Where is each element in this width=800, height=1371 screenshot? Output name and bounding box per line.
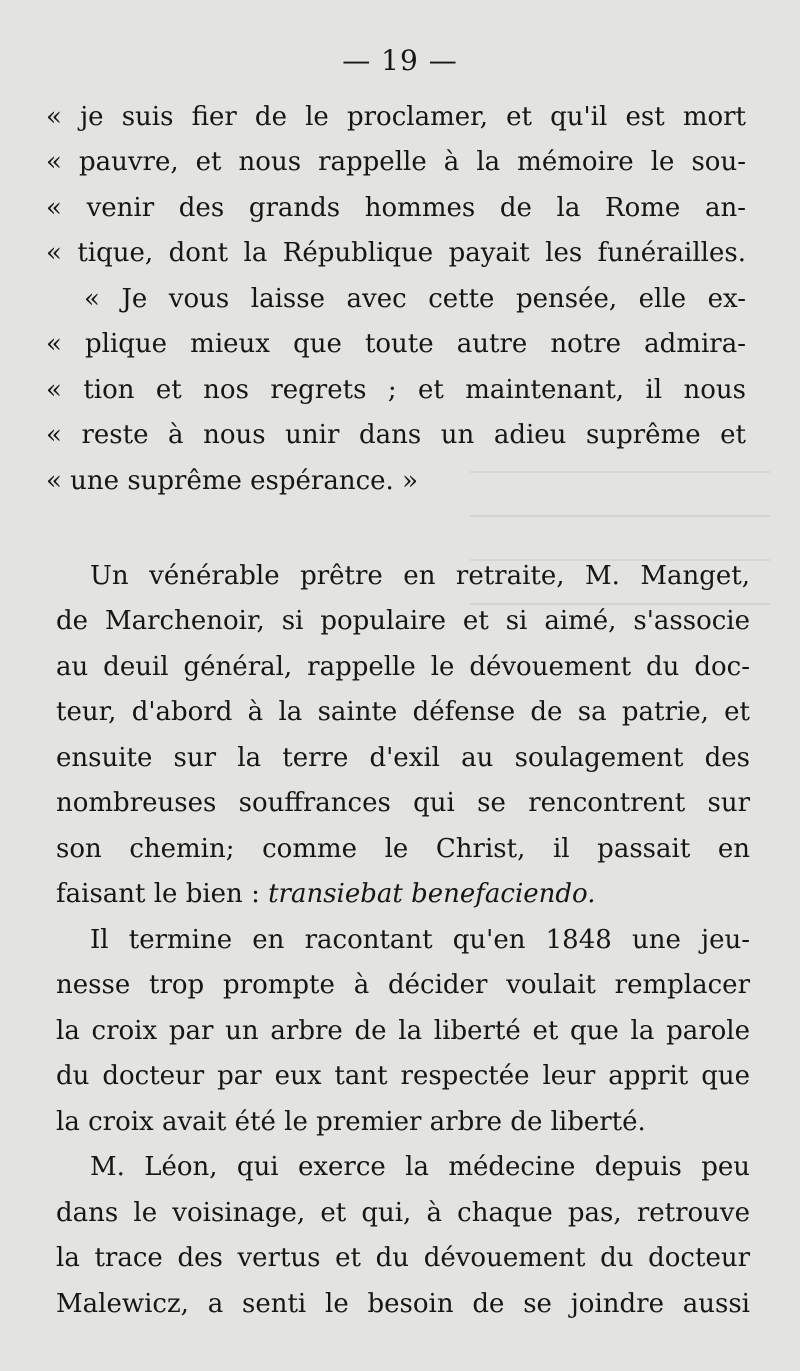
latin-quote: transiebat benefaciendo. — [268, 879, 596, 909]
text-line: de Marchenoir, si populaire et si aimé, s'associe — [56, 606, 750, 636]
text-line: la croix par un arbre de la liberté et que la parole — [56, 1016, 750, 1046]
text-line: « une suprême espérance. » — [46, 466, 418, 496]
text-line: « tique, dont la République payait les funérailles. — [46, 238, 746, 268]
text-line: la trace des vertus et du dévouement du docteur — [56, 1243, 750, 1273]
text-line: la croix avait été le premier arbre de liberté. — [56, 1107, 646, 1137]
text-line: ensuite sur la terre d'exil au soulagement des — [56, 743, 750, 773]
text-line: nesse trop prompte à décider voulait remplacer — [56, 970, 750, 1000]
text-line: du docteur par eux tant respectée leur apprit que — [56, 1061, 750, 1091]
text-line: « Je vous laisse avec cette pensée, elle ex- — [84, 284, 746, 314]
text-line: « tion et nos regrets ; et maintenant, il nous — [46, 375, 746, 405]
text-line: Malewicz, a senti le besoin de se joindre aussi — [56, 1289, 750, 1319]
text-line: M. Léon, qui exerce la médecine depuis peu — [90, 1152, 750, 1182]
text-line: « venir des grands hommes de la Rome an- — [46, 193, 746, 223]
text-line: « je suis fier de le proclamer, et qu'il est mort — [46, 102, 746, 132]
text-line: « pauvre, et nous rappelle à la mémoire le sou- — [46, 147, 746, 177]
text-line: son chemin; comme le Christ, il passait en — [56, 834, 750, 864]
text-line: teur, d'abord à la sainte défense de sa patrie, et — [56, 697, 750, 727]
text-line: dans le voisinage, et qui, à chaque pas, retrouve — [56, 1198, 750, 1228]
text-line — [56, 881, 750, 907]
text-line: au deuil général, rappelle le dévouement du doc- — [56, 652, 750, 682]
text-line: Il termine en racontant qu'en 1848 une jeu- — [90, 925, 750, 955]
page-number: — 19 — — [342, 44, 458, 77]
text-segment: faisant le bien : — [56, 879, 269, 909]
text-line: Un vénérable prêtre en retraite, M. Manget, — [90, 561, 750, 591]
text-line: nombreuses souffrances qui se rencontrent sur — [56, 788, 750, 818]
text-line: « plique mieux que toute autre notre admira- — [46, 329, 746, 359]
text-line: « reste à nous unir dans un adieu suprême et — [46, 420, 746, 450]
